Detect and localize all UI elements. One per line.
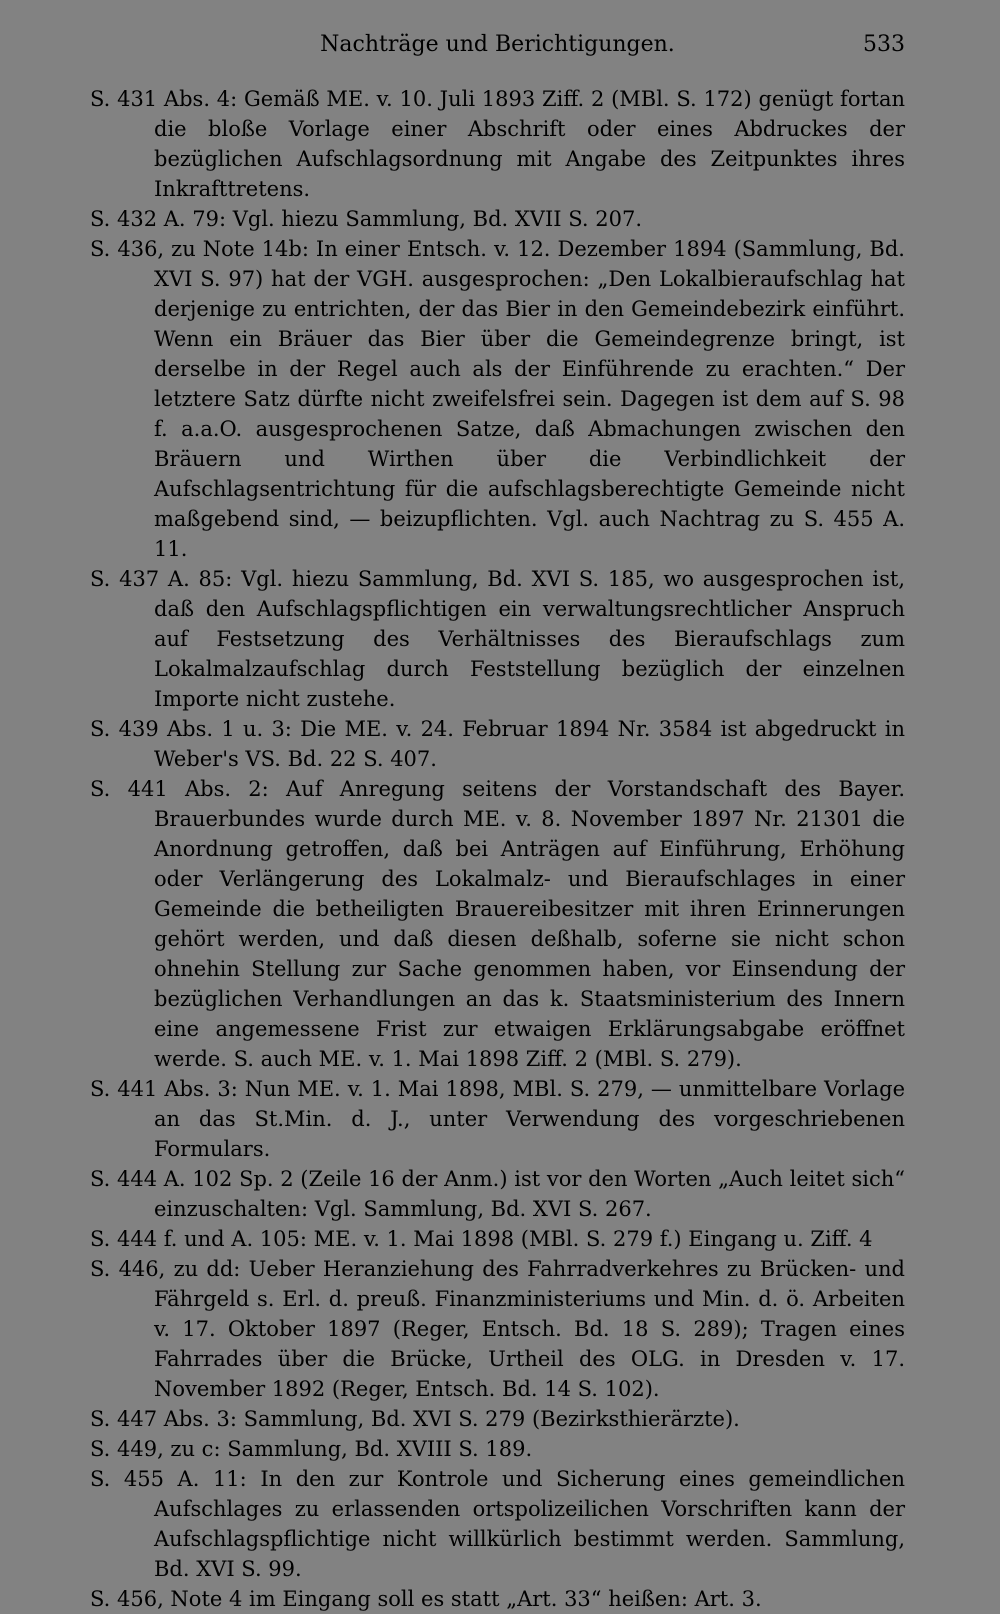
addendum-entry: S. 431 Abs. 4: Gemäß ME. v. 10. Juli 1893 Ziff. 2 (MBl. S. 172) genügt fortan die bloße Vorlage einer Abschrift oder eines Abdruckes der bezüglichen Aufschlagsordnung mit Angabe des Zeitpunktes ihres Inkrafttretens. [90,87,905,201]
addendum-entry: S. 444 f. und A. 105: ME. v. 1. Mai 1898 (MBl. S. 279 f.) Eingang u. Ziff. 4 [90,1227,873,1251]
addendum-entry: S. 441 Abs. 2: Auf Anregung seitens der Vorstandschaft des Bayer. Brauerbundes wurde durch ME. v. 8. November 1897 Nr. 21301 die Anordnung getroffen, daß bei Anträgen auf Einführung, Erhöhung oder Verlängerung des Lokalmalz- und Bieraufschlages in einer Gemeinde die betheiligten Brauereibesitzer mit ihren Erinnerungen gehört werden, und daß diesen deßhalb, soferne sie nicht schon ohnehin Stellung zur Sache genommen haben, vor Einsendung der bezüglichen Verhandlungen an das k. Staatsministerium des Innern eine angemessene Frist zur etwaigen Erklärungsabgabe eröffnet werde. S. auch ME. v. 1. Mai 1898 Ziff. 2 (MBl. S. 279). [90,777,905,1071]
addendum-entry: S. 437 A. 85: Vgl. hiezu Sammlung, Bd. XVI S. 185, wo ausgesprochen ist, daß den Aufschlagspflichtigen ein verwaltungsrechtlicher Anspruch auf Festsetzung des Verhältnisses des Bieraufschlags zum Lokalmalzaufschlag durch Feststellung bezüglich der einzelnen Importe nicht zustehe. [90,567,905,711]
addendum-entry: S. 455 A. 11: In den zur Kontrole und Sicherung eines gemeindlichen Aufschlages zu erlassenden ortspolizeilichen Vorschriften kann der Aufschlagspflichtige nicht willkürlich bestimmt werden. Sammlung, Bd. XVI S. 99. [90,1467,905,1581]
running-title: Nachträge und Berichtigungen. [320,32,675,57]
addendum-entry: S. 446, zu dd: Ueber Heranziehung des Fahrradverkehres zu Brücken- und Fährgeld s. Erl. d. preuß. Finanzministeriums und Min. d. ö. Arbeiten v. 17. Oktober 1897 (Reger, Entsch. Bd. 18 S. 289); Tragen eines Fahrrades über die Brücke, Urtheil des OLG. in Dresden v. 17. November 1892 (Reger, Entsch. Bd. 14 S. 102). [90,1257,905,1401]
page-header [90,30,905,60]
addendum-entry: S. 432 A. 79: Vgl. hiezu Sammlung, Bd. XVII S. 207. [90,207,642,231]
addendum-entry: S. 449, zu c: Sammlung, Bd. XVIII S. 189. [90,1437,533,1461]
addendum-entry: S. 436, zu Note 14b: In einer Entsch. v. 12. Dezember 1894 (Sammlung, Bd. XVI S. 97) hat der VGH. ausgesprochen: „Den Lokalbieraufschlag hat derjenige zu entrichten, der das Bier in den Gemeindebezirk einführt. Wenn ein Bräuer das Bier über die Gemeindegrenze bringt, ist derselbe in der Regel auch als der Einführende zu erachten.“ Der letztere Satz dürfte nicht zweifelsfrei sein. Dagegen ist dem auf S. 98 f. a.a.O. ausgesprochenen Satze, daß Abmachungen zwischen den Bräuern und Wirthen über die Verbindlichkeit der Aufschlagsentrichtung für die aufschlagsberechtigte Gemeinde nicht maßgebend sind, — beizupflichten. Vgl. auch Nachtrag zu S. 455 A. 11. [90,237,905,561]
page-number: 533 [863,32,905,57]
addenda-list [90,84,905,1614]
addendum-entry: S. 447 Abs. 3: Sammlung, Bd. XVI S. 279 (Bezirksthierärzte). [90,1407,740,1431]
addendum-entry: S. 441 Abs. 3: Nun ME. v. 1. Mai 1898, MBl. S. 279, — unmittelbare Vorlage an das St.Min. d. J., unter Verwendung des vorgeschriebenen Formulars. [90,1077,905,1161]
addendum-entry: S. 439 Abs. 1 u. 3: Die ME. v. 24. Februar 1894 Nr. 3584 ist abgedruckt in Weber's VS. Bd. 22 S. 407. [90,717,905,771]
addendum-entry: S. 456, Note 4 im Eingang soll es statt „Art. 33“ heißen: Art. 3. [90,1587,762,1611]
addendum-entry: S. 444 A. 102 Sp. 2 (Zeile 16 der Anm.) ist vor den Worten „Auch leitet sich“ einzuschalten: Vgl. Sammlung, Bd. XVI S. 267. [90,1167,905,1221]
